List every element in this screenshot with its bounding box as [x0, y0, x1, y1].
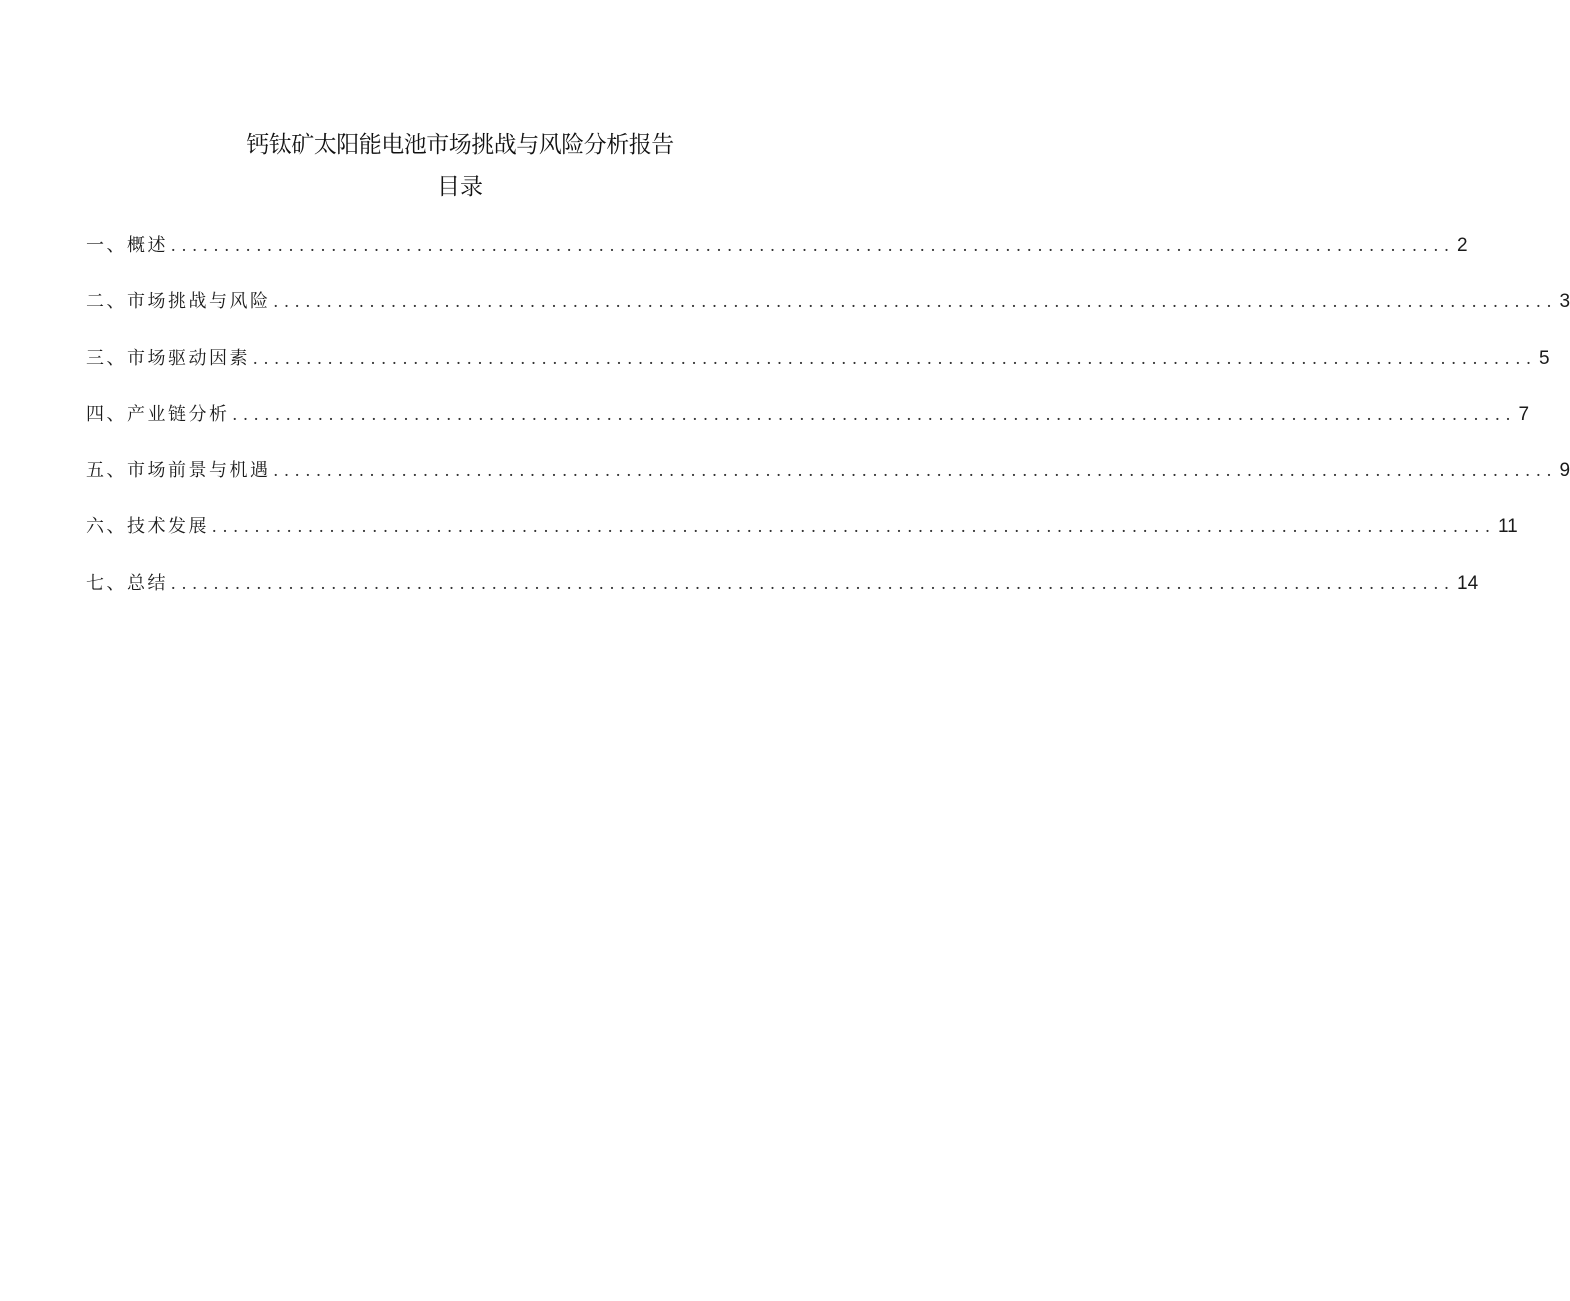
toc-entry-page-number: 3 [1559, 291, 1570, 313]
document-title: 钙钛矿太阳能电池市场挑战与风险分析报告 [246, 132, 674, 158]
toc-entry-page-number: 5 [1539, 347, 1550, 369]
toc-entry-label: 五、市场前景与机遇 [86, 460, 271, 482]
toc-entry-industry-chain[interactable] [86, 400, 1530, 456]
toc-heading: 目录 [437, 174, 483, 200]
toc-entry-page-number: 2 [1457, 235, 1468, 256]
toc-entry-challenges-risks[interactable] [86, 287, 1570, 343]
toc-dot-leader: ........................................................................................................................ [171, 572, 1455, 593]
toc-entry-label: 三、市场驱动因素 [86, 347, 250, 369]
toc-entry-page-number: 7 [1518, 403, 1530, 425]
toc-dot-leader: ........................................................................................................................ [253, 347, 1537, 368]
toc-entry-market-drivers[interactable] [86, 344, 1550, 400]
toc-entry-technology[interactable] [86, 512, 1518, 568]
toc-entry-page-number: 11 [1498, 516, 1518, 538]
toc-entry-summary[interactable] [86, 569, 1479, 625]
toc-entry-outlook-opportunities[interactable] [86, 456, 1570, 512]
toc-dot-leader: ........................................................................................................................ [273, 291, 1558, 312]
toc-entry-page-number: 14 [1457, 572, 1479, 594]
toc-dot-leader: ........................................................................................................................ [273, 460, 1558, 481]
toc-dot-leader: ........................................................................................................................ [232, 403, 1517, 424]
toc-dot-leader: ........................................................................................................................ [212, 516, 1496, 537]
toc-entry-overview[interactable] [86, 231, 1468, 287]
toc-entry-page-number: 9 [1559, 460, 1570, 482]
toc-entry-label: 一、概述 [86, 235, 168, 256]
toc-entry-label: 四、产业链分析 [86, 403, 230, 425]
toc-entry-label: 二、市场挑战与风险 [86, 291, 271, 313]
toc-entry-label: 七、总结 [86, 572, 168, 594]
table-of-contents [86, 231, 1570, 625]
toc-entry-label: 六、技术发展 [86, 516, 209, 538]
toc-dot-leader: ........................................................................................................................ [171, 235, 1455, 255]
